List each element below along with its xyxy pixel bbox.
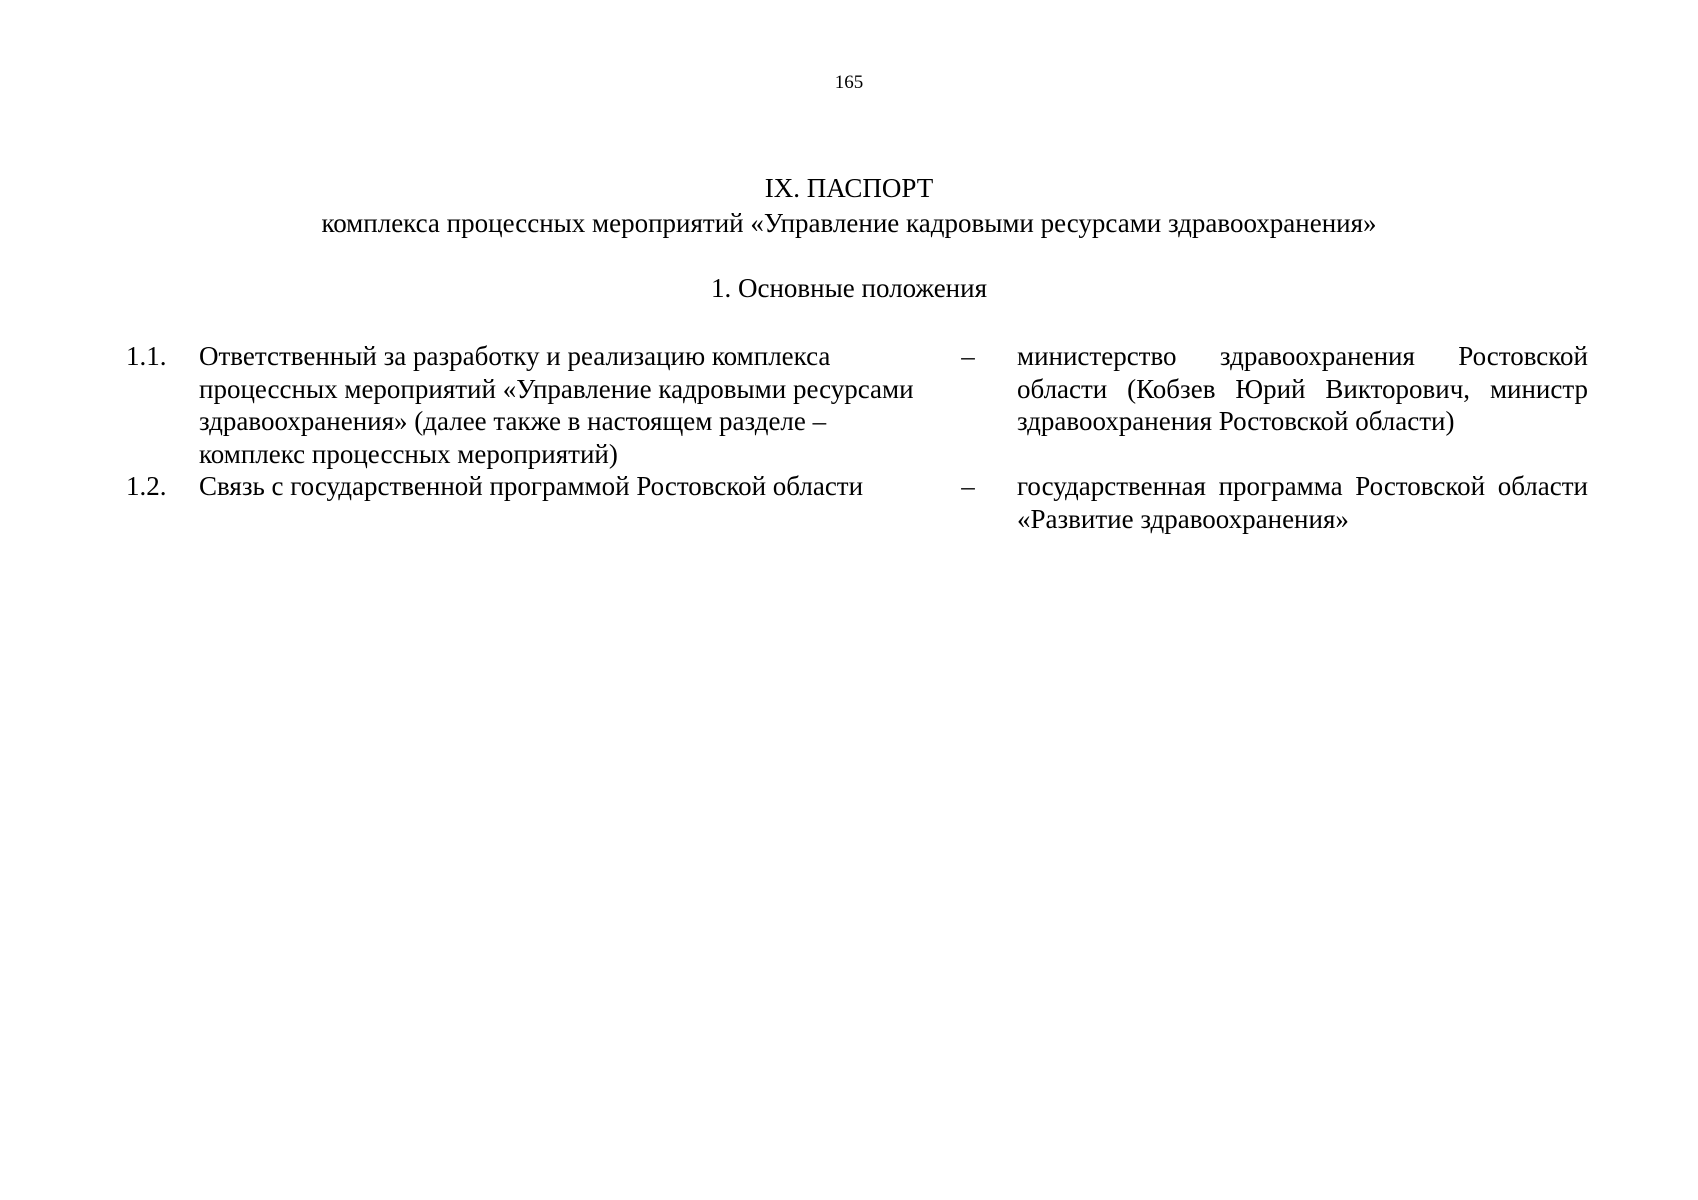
provision-label: Ответственный за разработку и реализацию комплекса процессных мероприятий «Управление кадровыми ресурсами здравоохранения» (далее также в настоящем разделе – комплекс процессных мероприятий) [199, 341, 914, 469]
subsection-heading: 1. Основные положения [711, 273, 987, 303]
section-title: IX. ПАСПОРТ [764, 173, 934, 203]
section-subtitle: комплекса процессных мероприятий «Управление кадровыми ресурсами здравоохранения» [321, 208, 1377, 238]
provisions-table [126, 340, 1588, 535]
provision-row [126, 340, 1588, 470]
provision-value: государственная программа Ростовской области «Развитие здравоохранения» [1017, 471, 1588, 534]
provision-number: 1.1. [126, 341, 167, 371]
provision-row [126, 470, 1588, 535]
provision-label: Связь с государственной программой Ростовской области [199, 471, 864, 501]
provision-dash: – [961, 471, 975, 501]
provision-number: 1.2. [126, 471, 167, 501]
provision-value: министерство здравоохранения Ростовской области (Кобзев Юрий Викторович, министр здравоохранения Ростовской области) [1017, 341, 1588, 436]
provision-dash: – [961, 341, 975, 371]
page-number: 165 [834, 72, 864, 93]
